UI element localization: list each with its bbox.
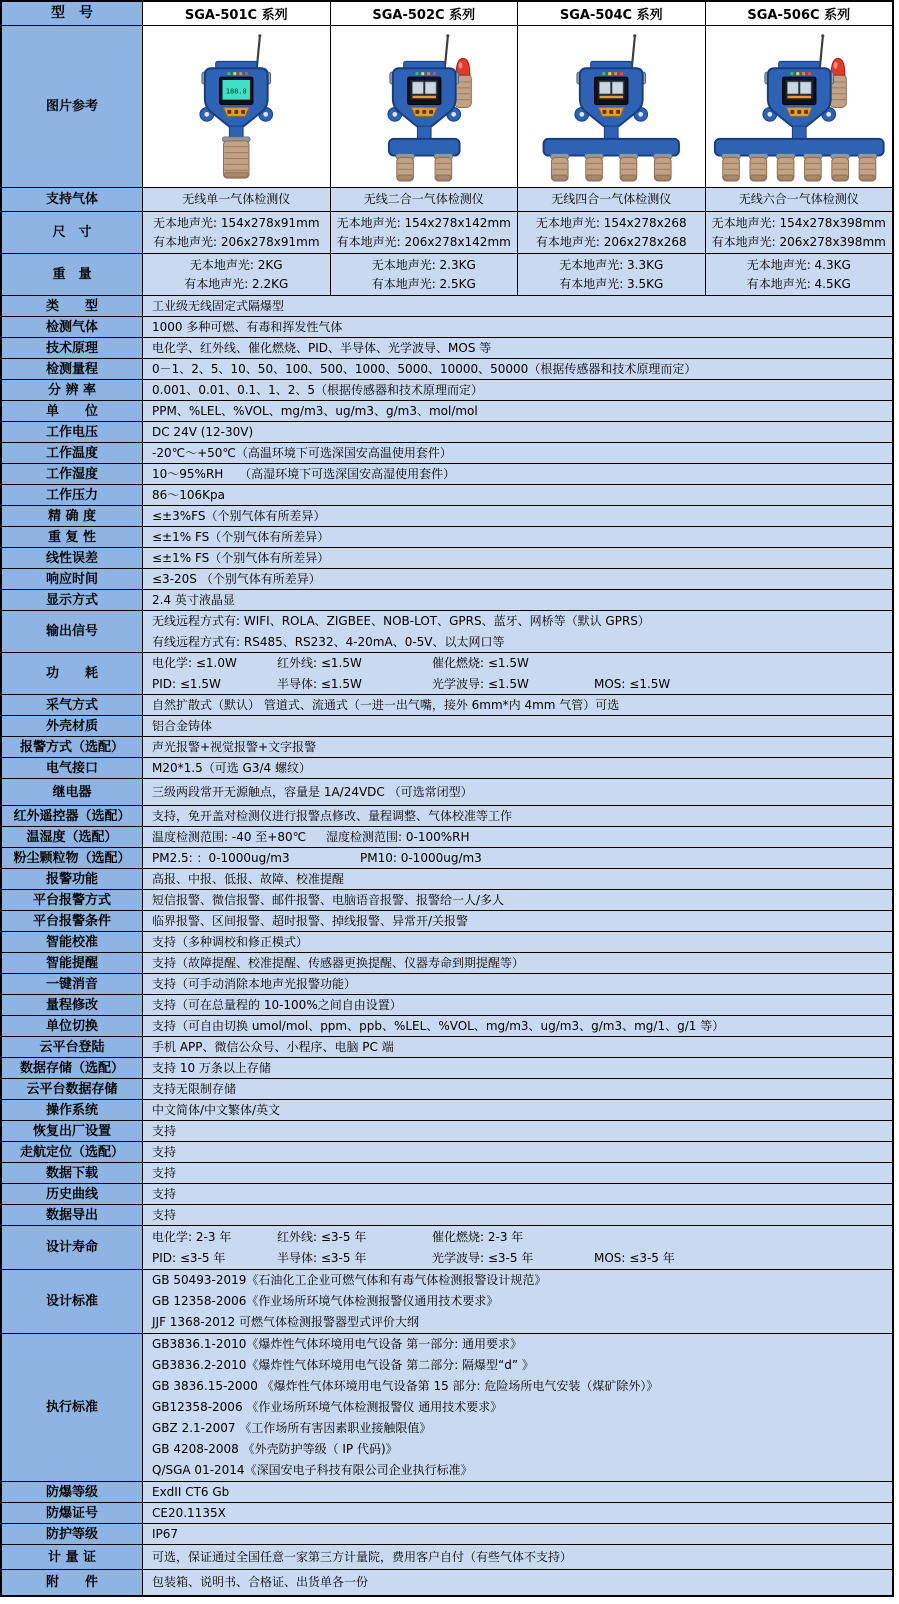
spec-span (143, 422, 892, 442)
spec-value: CE20.1135X (152, 1505, 226, 1520)
row-label: 温湿度（选配） (2, 827, 143, 847)
model-header: SGA-504C 系列 (518, 2, 706, 25)
spec-value: 有本地声光: 2.2KG (184, 276, 289, 291)
table-row (2, 848, 892, 869)
table-row (2, 317, 892, 338)
row-label: 外壳材质 (2, 716, 143, 736)
row-label: 附 件 (2, 1570, 143, 1595)
spec-span (143, 932, 892, 952)
row-label: 工作湿度 (2, 464, 143, 484)
table-row (2, 758, 892, 779)
table-row (2, 338, 892, 359)
spec-span (143, 527, 892, 547)
spec-value-line (152, 848, 892, 869)
spec-value: 支持（可自由切换 umol/mol、ppm、ppb、%LEL、%VOL、mg/m3、ug/m3、g/m3、mg/1、g/1 等） (152, 1018, 725, 1033)
table-row (2, 827, 892, 848)
spec-value: 电化学: 2-3 年 (152, 1229, 232, 1244)
row-label: 分 辨 率 (2, 380, 143, 400)
header-row (2, 2, 892, 26)
spec-value: 无线六合一气体检测仪 (738, 192, 859, 206)
row-label: 粉尘颗粒物（选配） (2, 848, 143, 868)
row-label: 防护等级 (2, 1524, 143, 1544)
spec-value: 半导体: ≤1.5W (277, 676, 362, 691)
product-image-sga-504c (518, 26, 706, 187)
spec-span (143, 569, 892, 589)
row-label: 计 量 证 (2, 1545, 143, 1569)
spec-value: 湿度检测范围: 0-100%RH (326, 829, 470, 844)
spec-value: 光学波导: ≤1.5W (432, 676, 529, 691)
spec-value: 支持 (152, 1144, 177, 1159)
row-label: 单 位 (2, 401, 143, 421)
spec-value: 0－1、2、5、10、50、100、500、1000、5000、10000、50000（根据传感器和技术原理而定） (152, 361, 697, 376)
row-label: 重 复 性 (2, 527, 143, 547)
spec-value: 温度检测范围: -40 至+80℃ (152, 829, 307, 844)
row-label: 设计寿命 (2, 1226, 143, 1269)
table-row (2, 506, 892, 527)
spec-span (143, 953, 892, 973)
spec-value: 支持（可手动消除本地声光报警功能） (152, 976, 357, 991)
spec-value: GB3836.2-2010《爆炸性气体环境用电气设备 第二部分: 隔爆型“d” 》 (152, 1358, 534, 1372)
spec-value: 2.4 英寸液晶显 (152, 592, 235, 607)
row-label: 检测量程 (2, 359, 143, 379)
row-label: 显示方式 (2, 590, 143, 610)
table-row (2, 953, 892, 974)
spec-value: 支持 (152, 1207, 177, 1222)
spec-value: MOS: ≤3-5 年 (594, 1250, 675, 1265)
spec-value: JJF 1368-2012 可燃气体检测报警器型式评价大纲 (152, 1315, 420, 1329)
spec-cell (706, 254, 893, 295)
table-row (2, 212, 892, 254)
spec-span (143, 1184, 892, 1204)
spec-value: 支持（故障提醒、校准提醒、传感器更换提醒、仪器寿命到期提醒等） (152, 955, 525, 970)
spec-cell (143, 254, 331, 295)
spec-value: 临界报警、区间报警、超时报警、掉线报警、异常开/关报警 (152, 913, 469, 928)
table-row (2, 464, 892, 485)
row-label: 重 量 (2, 254, 143, 295)
spec-value: 无线二合一气体检测仪 (363, 192, 484, 206)
model-header: SGA-502C 系列 (331, 2, 519, 25)
spec-cell (706, 212, 893, 253)
row-label: 历史曲线 (2, 1184, 143, 1204)
row-label: 数据导出 (2, 1205, 143, 1225)
spec-value: Q/SGA 01-2014《深国安电子科技有限公司企业执行标准》 (152, 1463, 473, 1477)
table-row (2, 590, 892, 611)
spec-span (143, 974, 892, 994)
spec-span (143, 485, 892, 505)
spec-span (143, 995, 892, 1015)
spec-span (143, 296, 892, 316)
spec-span (143, 716, 892, 736)
table-row (2, 443, 892, 464)
spec-value: 有本地声光: 4.5KG (746, 276, 851, 291)
table-row (2, 1058, 892, 1079)
table-row (2, 1524, 892, 1545)
spec-value: GB 50493-2019《石油化工企业可燃气体和有毒气体检测报警设计规范》 (152, 1273, 547, 1287)
spec-value: 铝合金铸体 (152, 718, 213, 733)
spec-value: 有本地声光: 206x278x142mm (336, 234, 511, 249)
spec-value: ≤±3%FS（个别气体有所差异） (152, 508, 326, 523)
model-header: SGA-506C 系列 (706, 2, 893, 25)
table-row (2, 1482, 892, 1503)
table-row (2, 995, 892, 1016)
spec-value: 支持，免开盖对检测仪进行报警点修改、量程调整、气体校准等工作 (152, 808, 513, 823)
spec-value: 有本地声光: 206x278x398mm (711, 234, 886, 249)
spec-span (143, 506, 892, 526)
row-label: 恢复出厂设置 (2, 1121, 143, 1141)
spec-value: 红外线: ≤1.5W (277, 655, 362, 670)
spec-span (143, 1121, 892, 1141)
row-label: 继电器 (2, 779, 143, 805)
spec-span (143, 443, 892, 463)
spec-span (143, 359, 892, 379)
table-row (2, 869, 892, 890)
spec-span (143, 548, 892, 568)
spec-span (143, 1524, 892, 1544)
spec-value: ExdII CT6 Gb (152, 1484, 230, 1499)
row-label: 报警功能 (2, 869, 143, 889)
spec-value: 无线远程方式有: WIFI、ROLA、ZIGBEE、NOB-LOT、GPRS、蓝牙、网桥等（默认 GPRS） (152, 613, 650, 628)
table-row (2, 1163, 892, 1184)
spec-span (143, 1503, 892, 1523)
row-label: 智能校准 (2, 932, 143, 952)
spec-value: 手机 APP、微信公众号、小程序、电脑 PC 端 (152, 1039, 394, 1054)
spec-value-line (152, 827, 892, 848)
row-label: 云平台数据存储 (2, 1079, 143, 1099)
spec-value: 无线单一气体检测仪 (182, 192, 291, 206)
row-label: 操作系统 (2, 1100, 143, 1120)
spec-span (143, 827, 892, 847)
spec-value: GB 4208-2008 《外壳防护等级（ IP 代码)》 (152, 1442, 398, 1456)
spec-value: GB12358-2006 《作业场所环境气体检测报警仪 通用技术要求》 (152, 1400, 503, 1414)
spec-value: 10～95%RH （高湿环境下可选深国安高湿使用套件） (152, 466, 456, 481)
table-row (2, 569, 892, 590)
row-label: 输出信号 (2, 611, 143, 652)
spec-span (143, 806, 892, 826)
table-row (2, 296, 892, 317)
spec-value: 无本地声光: 2.3KG (371, 257, 476, 272)
table-row (2, 1184, 892, 1205)
spec-value-line (152, 1248, 892, 1269)
table-row (2, 1226, 892, 1270)
spec-span (143, 737, 892, 757)
table-row (2, 653, 892, 695)
spec-span (143, 1270, 892, 1333)
spec-value: PM2.5: ：0-1000ug/m3 (152, 850, 290, 865)
spec-value: 短信报警、微信报警、邮件报警、电脑语音报警、报警给一人/多人 (152, 892, 505, 907)
row-label: 线性误差 (2, 548, 143, 568)
spec-span (143, 911, 892, 931)
spec-value: 支持 10 万条以上存储 (152, 1060, 271, 1075)
spec-value: 可选，保证通过全国任意一家第三方计量院，费用客户自付（有些气体不支持） (152, 1549, 573, 1564)
spec-value: 声光报警+视觉报警+文字报警 (152, 739, 317, 754)
spec-value: 有本地声光: 206x278x268 (535, 234, 687, 249)
spec-cell (518, 212, 706, 253)
spec-cell (706, 188, 893, 211)
spec-value: 无本地声光: 154x278x142mm (336, 215, 511, 230)
gas-detector-illustration (708, 28, 891, 185)
table-row (2, 1016, 892, 1037)
table-row (2, 527, 892, 548)
spec-value: 半导体: ≤3-5 年 (277, 1250, 367, 1265)
row-label: 响应时间 (2, 569, 143, 589)
table-row (2, 695, 892, 716)
row-label: 执行标准 (2, 1334, 143, 1481)
spec-cell (331, 212, 519, 253)
spec-span (143, 695, 892, 715)
table-row (2, 1570, 892, 1595)
spec-value: 支持（可在总量程的 10-100%之间自由设置） (152, 997, 402, 1012)
table-row (2, 1503, 892, 1524)
spec-value: 工业级无线固定式隔爆型 (152, 298, 285, 313)
image-row (2, 26, 892, 188)
spec-value: 86～106Kpa (152, 487, 226, 502)
spec-span (143, 1334, 892, 1481)
spec-value: 无本地声光: 3.3KG (559, 257, 664, 272)
table-row (2, 1334, 892, 1482)
row-label: 走航定位（选配） (2, 1142, 143, 1162)
row-label: 量程修改 (2, 995, 143, 1015)
svg-text:188.8: 188.8 (225, 87, 247, 96)
table-row (2, 1545, 892, 1570)
product-image-sga-502c (331, 26, 519, 187)
spec-value: 高报、中报、低报、故障、校准提醒 (152, 871, 345, 886)
spec-value: 有本地声光: 3.5KG (559, 276, 664, 291)
spec-span (143, 464, 892, 484)
spec-span (143, 317, 892, 337)
table-row (2, 737, 892, 758)
spec-value: 有本地声光: 206x278x91mm (152, 234, 320, 249)
header-label: 型 号 (2, 2, 143, 25)
spec-value: MOS: ≤1.5W (594, 676, 671, 691)
row-label: 一键消音 (2, 974, 143, 994)
table-row (2, 1079, 892, 1100)
gas-detector-illustration (333, 28, 516, 185)
spec-value: -20℃～+50℃（高温环境下可选深国安高温使用套件） (152, 445, 452, 460)
spec-value: 催化燃烧: 2-3 年 (432, 1229, 524, 1244)
spec-value: 自然扩散式（默认） 管道式、流通式（一进一出气嘴，接外 6mm*内 4mm 气管）可选 (152, 697, 620, 712)
row-label: 功 耗 (2, 653, 143, 694)
row-label: 数据存储（选配） (2, 1058, 143, 1078)
spec-span (143, 1037, 892, 1057)
spec-cell (143, 188, 331, 211)
spec-span (143, 1163, 892, 1183)
spec-span (143, 1205, 892, 1225)
spec-value: GB 3836.15-2000 《爆炸性气体环境用电气设备第 15 部分: 危险场所电气安装（煤矿除外）》 (152, 1379, 659, 1393)
row-label: 电气接口 (2, 758, 143, 778)
row-label: 智能提醒 (2, 953, 143, 973)
row-label: 红外遥控器（选配） (2, 806, 143, 826)
spec-value: 有本地声光: 2.5KG (371, 276, 476, 291)
table-row (2, 1100, 892, 1121)
table-row (2, 1037, 892, 1058)
spec-value: GB3836.1-2010《爆炸性气体环境用电气设备 第一部分: 通用要求》 (152, 1337, 523, 1351)
spec-value: 包装箱、说明书、合格证、出货单各一份 (152, 1575, 369, 1589)
table-row (2, 188, 892, 212)
spec-span (143, 1142, 892, 1162)
row-label: 支持气体 (2, 188, 143, 211)
row-label: 平台报警条件 (2, 911, 143, 931)
spec-span (143, 1016, 892, 1036)
spec-value-line (152, 674, 892, 695)
spec-value: GB 12358-2006《作业场所环境气体检测报警仪通用技术要求》 (152, 1294, 499, 1308)
row-label: 工作压力 (2, 485, 143, 505)
table-row (2, 974, 892, 995)
spec-value: 支持（多种调校和修正模式） (152, 934, 309, 949)
spec-value: 无本地声光: 154x278x398mm (711, 215, 886, 230)
spec-value: M20*1.5（可选 G3/4 螺纹） (152, 760, 311, 775)
row-label: 防爆等级 (2, 1482, 143, 1502)
row-label: 报警方式（选配） (2, 737, 143, 757)
spec-value: 电化学: ≤1.0W (152, 655, 237, 670)
spec-value: PM10: 0-1000ug/m3 (360, 850, 482, 865)
table-row (2, 380, 892, 401)
table-row (2, 1121, 892, 1142)
spec-span (143, 380, 892, 400)
table-row (2, 779, 892, 806)
product-image-sga-501c (143, 26, 331, 187)
table-row (2, 485, 892, 506)
spec-value: 无本地声光: 2KG (189, 257, 283, 272)
table-row (2, 401, 892, 422)
spec-value: ≤3-20S （个别气体有所差异） (152, 571, 321, 586)
spec-span (143, 869, 892, 889)
spec-span (143, 1100, 892, 1120)
row-label: 单位切换 (2, 1016, 143, 1036)
row-label: 精 确 度 (2, 506, 143, 526)
spec-span (143, 1079, 892, 1099)
spec-value: 红外线: ≤3-5 年 (277, 1229, 367, 1244)
table-row (2, 254, 892, 296)
spec-span (143, 1570, 892, 1595)
row-label: 防爆证号 (2, 1503, 143, 1523)
row-label: 尺 寸 (2, 212, 143, 253)
row-label: 技术原理 (2, 338, 143, 358)
table-row (2, 548, 892, 569)
row-label: 工作电压 (2, 422, 143, 442)
row-label: 采气方式 (2, 695, 143, 715)
spec-span (143, 1545, 892, 1569)
spec-value: PPM、%LEL、%VOL、mg/m3、ug/m3、g/m3、mol/mol (152, 403, 478, 418)
row-label: 类 型 (2, 296, 143, 316)
spec-value: ≤±1% FS（个别气体有所差异） (152, 550, 330, 565)
row-label: 平台报警方式 (2, 890, 143, 910)
spec-value: 三级两段常开无源触点，容量是 1A/24VDC （可选常闭型） (152, 784, 473, 799)
spec-value: 支持 (152, 1165, 177, 1180)
spec-cell (518, 188, 706, 211)
spec-span (143, 653, 892, 694)
spec-cell (518, 254, 706, 295)
spec-span (143, 1058, 892, 1078)
spec-value: 支持 (152, 1186, 177, 1201)
spec-span (143, 1482, 892, 1502)
spec-value: 支持无限制存储 (152, 1081, 237, 1096)
spec-value: 1000 多种可燃、有毒和挥发性气体 (152, 319, 343, 334)
spec-span (143, 758, 892, 778)
spec-value: 支持 (152, 1123, 177, 1138)
table-row (2, 806, 892, 827)
table-row (2, 911, 892, 932)
gas-detector-illustration (145, 28, 328, 185)
row-label: 图片参考 (2, 26, 143, 187)
spec-cell (331, 188, 519, 211)
spec-span (143, 401, 892, 421)
spec-span (143, 1226, 892, 1269)
spec-value: 0.001、0.01、0.1、1、2、5（根据传感器和技术原理而定） (152, 382, 484, 397)
spec-cell (143, 212, 331, 253)
product-image-sga-506c (706, 26, 893, 187)
spec-span (143, 590, 892, 610)
model-header: SGA-501C 系列 (143, 2, 331, 25)
row-label: 云平台登陆 (2, 1037, 143, 1057)
spec-value: GBZ 2.1-2007 《工作场所有害因素职业接触限值》 (152, 1421, 432, 1435)
spec-value: 催化燃烧: ≤1.5W (432, 655, 529, 670)
row-label: 数据下载 (2, 1163, 143, 1183)
spec-value: 有线远程方式有: RS485、RS232、4-20mA、0-5V、以太网口等 (152, 634, 505, 649)
spec-value: 无线四合一气体检测仪 (551, 192, 672, 206)
table-row (2, 890, 892, 911)
spec-value-line (152, 653, 892, 674)
spec-value: 电化学、红外线、催化燃烧、PID、半导体、光学波导、MOS 等 (152, 340, 492, 355)
table-row (2, 422, 892, 443)
spec-value: 中文简体/中文繁体/英文 (152, 1102, 281, 1117)
spec-cell (331, 254, 519, 295)
table-row (2, 1270, 892, 1334)
row-label: 检测气体 (2, 317, 143, 337)
spec-span (143, 338, 892, 358)
spec-value-line (152, 1227, 892, 1248)
spec-value: PID: ≤1.5W (152, 676, 221, 691)
table-row (2, 359, 892, 380)
spec-value: PID: ≤3-5 年 (152, 1250, 226, 1265)
row-label: 设计标准 (2, 1270, 143, 1333)
spec-value: 无本地声光: 154x278x268 (535, 215, 687, 230)
spec-value: DC 24V (12-30V) (152, 424, 254, 439)
table-row (2, 611, 892, 653)
table-row (2, 1205, 892, 1226)
gas-detector-illustration (520, 28, 703, 185)
spec-value: 无本地声光: 4.3KG (746, 257, 851, 272)
spec-span (143, 848, 892, 868)
spec-value: ≤±1% FS（个别气体有所差异） (152, 529, 330, 544)
spec-value: 无本地声光: 154x278x91mm (152, 215, 320, 230)
spec-value: 光学波导: ≤3-5 年 (432, 1250, 534, 1265)
table-row (2, 1142, 892, 1163)
table-row (2, 716, 892, 737)
row-label: 工作温度 (2, 443, 143, 463)
spec-span (143, 611, 892, 652)
table-row (2, 932, 892, 953)
spec-value: IP67 (152, 1526, 179, 1541)
spec-span (143, 890, 892, 910)
spec-span (143, 779, 892, 805)
